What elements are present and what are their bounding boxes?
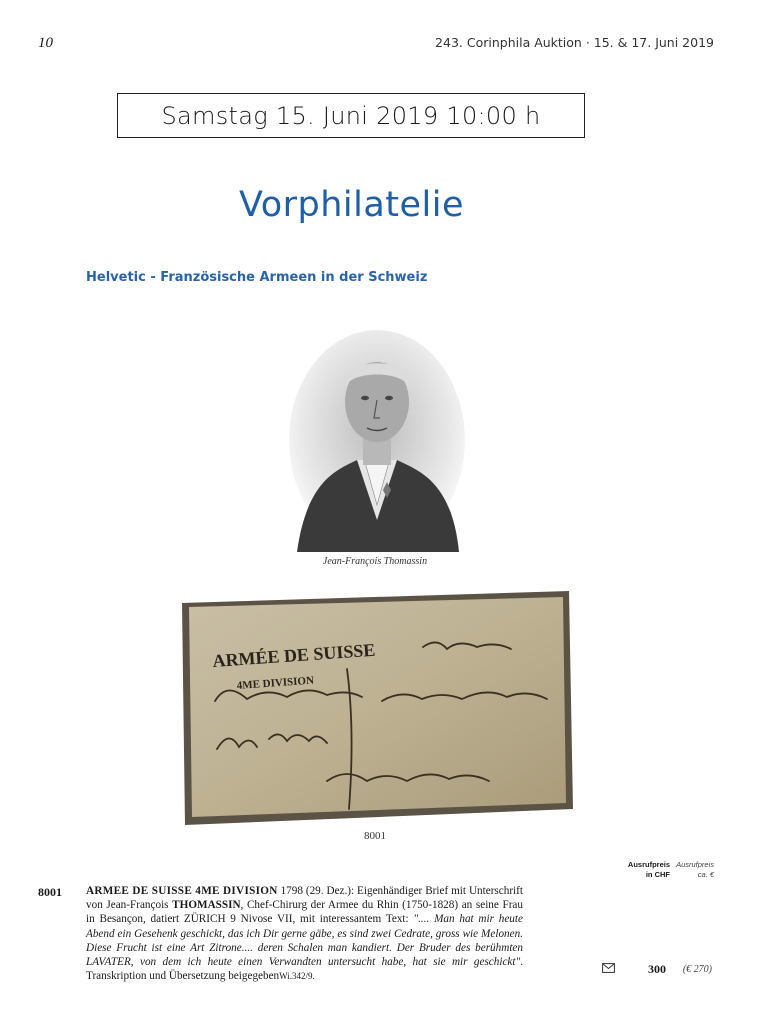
subsection-title: Helvetic - Französische Armeen in der Schweiz [86,270,428,285]
letter-cover-image [177,589,575,827]
svg-text:ARMÉE DE SUISSE: ARMÉE DE SUISSE [211,639,376,671]
chf-header-line1: Ausrufpreis [627,860,670,869]
lot-name: THOMASSIN [172,899,241,912]
letter-caption: 8001 [364,830,386,842]
lot-text-3: . Transkription und Übersetzung beigegeben [86,956,523,983]
price-column-chf-header [625,860,670,880]
session-box [117,93,585,138]
lot-text-1: 1798 (29. Dez.): Eigenhändiger Brief mit Unterschrift von Jean-François [86,885,523,912]
price-chf: 300 [648,962,666,976]
session-label: Samstag 15. Juni 2019 10:00 h [161,101,541,130]
lot-quote: ".... Man hat mir heute Abend ein Gesehenk geschickt, das ich Dir gerne gäbe, es sind zwei Cedrate, gross wie Melonen. Diese Frucht ist eine Art Zitrone.... deren Schalen man kandiert. Der Bruder des berühmten LAVATER, von dem ich heute einen Verwandten untersucht habe, hat sie mir geschickt" [86,913,523,969]
lot-text-2: , Chef-Chirurg der Armee du Rhin (1750-1828) an seine Frau in Besançon, datiert ZÜRICH 9 Nivose VII, mit interessantem Text: [86,899,523,926]
eur-header-line1: Ausrufpreis [676,860,714,869]
lot-title: ARMEE DE SUISSE 4ME DIVISION [86,885,278,897]
section-title: Vorphilatelie [238,185,465,225]
portrait-caption: Jean-François Thomassin [322,556,428,567]
price-column-eur-header [672,860,714,880]
cover-envelope-icon [602,963,615,973]
eur-header-line2: ca. € [697,870,714,879]
price-eur: (€ 270) [682,964,712,975]
chf-header-line2: in CHF [645,870,670,879]
page-number: 10 [38,35,53,51]
lot-number: 8001 [38,885,62,899]
lot-description [86,884,523,983]
running-header: 243. Corinphila Auktion · 15. & 17. Juni 2019 [435,35,714,50]
portrait-image [287,330,467,552]
svg-text:4ME DIVISION: 4ME DIVISION [236,674,315,692]
lot-reference: Wi.342/9. [279,971,315,982]
